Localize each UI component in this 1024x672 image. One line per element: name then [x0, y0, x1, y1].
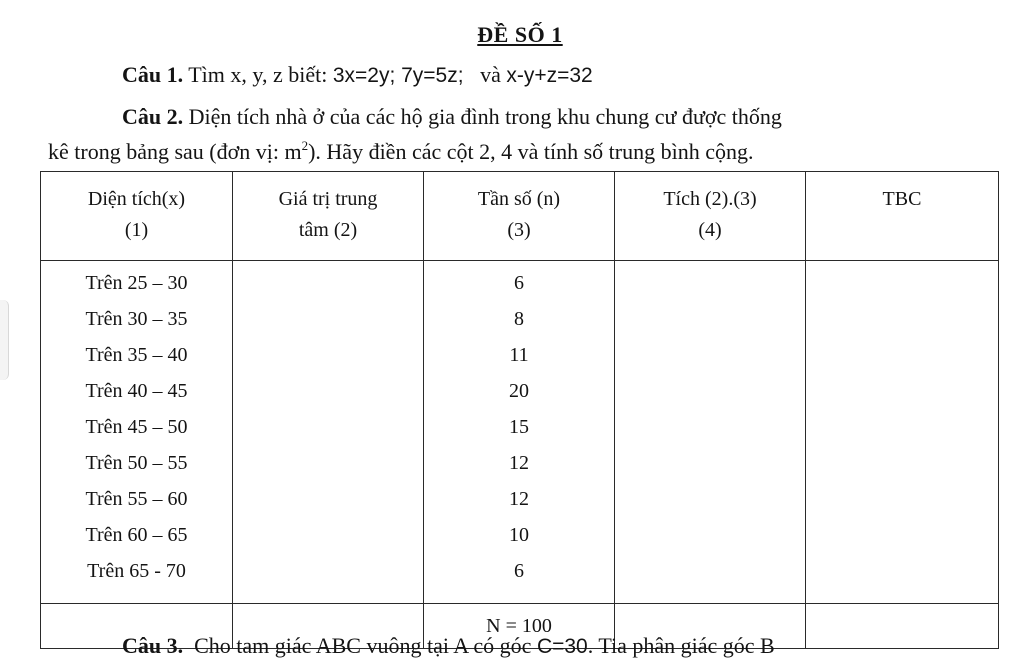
table-header-row — [41, 172, 999, 261]
table-row — [41, 445, 999, 481]
mean-cell — [806, 337, 999, 373]
column-header-1 — [41, 172, 233, 261]
range-cell: Trên 30 – 35 — [41, 301, 233, 337]
column-header-4-line-1: Tích (2).(3) — [663, 188, 757, 210]
mean-cell — [806, 445, 999, 481]
question-3-text: Cho tam giác ABC vuông tại A có góc — [183, 633, 537, 658]
column-header-2-line-2: tâm (2) — [298, 219, 358, 241]
mean-cell — [806, 553, 999, 604]
question-1-text: Tìm x, y, z biết: — [183, 62, 333, 87]
mean-cell — [806, 261, 999, 302]
frequency-cell: 6 — [424, 553, 615, 604]
unit-exponent: 2 — [301, 138, 309, 153]
table-row — [41, 481, 999, 517]
table-row — [41, 373, 999, 409]
mean-cell — [806, 481, 999, 517]
column-header-4 — [615, 172, 806, 261]
midpoint-cell — [233, 301, 424, 337]
column-header-2-line-1: Giá trị trung — [278, 188, 378, 210]
product-cell — [615, 517, 806, 553]
column-header-4-line-2: (4) — [698, 219, 722, 241]
page-title: ĐỀ SỐ 1 — [477, 22, 563, 47]
frequency-table — [40, 171, 999, 649]
midpoint-cell — [233, 337, 424, 373]
range-cell: Trên 50 – 55 — [41, 445, 233, 481]
question-2-label: Câu 2. — [122, 104, 184, 129]
column-header-2 — [233, 172, 424, 261]
table-row — [41, 517, 999, 553]
product-cell — [615, 409, 806, 445]
frequency-cell: 11 — [424, 337, 615, 373]
product-cell — [615, 337, 806, 373]
question-2-text-2a: kê trong bảng sau (đơn vị: m — [48, 139, 302, 164]
question-2-line-1 — [122, 104, 782, 130]
midpoint-cell — [233, 445, 424, 481]
table-row — [41, 261, 999, 302]
table-row — [41, 409, 999, 445]
range-cell: Trên 35 – 40 — [41, 337, 233, 373]
question-2-text-1: Diện tích nhà ở của các hộ gia đình trong khu chung cư được thống — [183, 104, 782, 129]
range-cell: Trên 25 – 30 — [41, 261, 233, 302]
frequency-cell: 10 — [424, 517, 615, 553]
table-row — [41, 301, 999, 337]
question-2-text-2b: ). Hãy điền các cột 2, 4 và tính số trung bình cộng. — [308, 139, 754, 164]
question-1-equations: 3x=2y; 7y=5z; — [332, 64, 464, 87]
question-1-sum-equation: x-y+z=32 — [506, 64, 593, 87]
product-cell — [615, 261, 806, 302]
column-header-1-line-1: Diện tích(x) — [87, 188, 186, 210]
midpoint-cell — [233, 409, 424, 445]
range-cell: Trên 40 – 45 — [41, 373, 233, 409]
midpoint-cell — [233, 261, 424, 302]
product-cell — [615, 301, 806, 337]
mean-cell — [806, 409, 999, 445]
range-cell: Trên 65 - 70 — [41, 553, 233, 604]
midpoint-cell — [233, 517, 424, 553]
product-cell — [615, 481, 806, 517]
product-cell — [615, 553, 806, 604]
frequency-cell: 20 — [424, 373, 615, 409]
table-row — [41, 553, 999, 604]
question-3-label: Câu 3. — [122, 633, 184, 658]
midpoint-cell — [233, 553, 424, 604]
table-row — [41, 337, 999, 373]
column-header-5-line-1: TBC — [882, 188, 922, 210]
column-header-1-line-2: (1) — [124, 219, 149, 241]
question-3-angle: C=30 — [536, 635, 588, 658]
frequency-cell: 12 — [424, 445, 615, 481]
column-header-5 — [806, 172, 999, 261]
frequency-cell: 12 — [424, 481, 615, 517]
frequency-cell: 6 — [424, 261, 615, 302]
frequency-cell: 15 — [424, 409, 615, 445]
mean-cell — [806, 517, 999, 553]
product-cell — [615, 445, 806, 481]
question-1-conjunction: và — [463, 62, 507, 87]
range-cell: Trên 55 – 60 — [41, 481, 233, 517]
column-header-3 — [424, 172, 615, 261]
question-1-label: Câu 1. — [122, 62, 184, 87]
total-cell-empty-5 — [806, 604, 999, 649]
question-3 — [122, 633, 775, 659]
midpoint-cell — [233, 373, 424, 409]
mean-cell — [806, 373, 999, 409]
column-header-3-line-1: Tần số (n) — [477, 188, 561, 210]
mean-cell — [806, 301, 999, 337]
page-edge — [0, 300, 9, 380]
question-1 — [122, 62, 593, 88]
range-cell: Trên 45 – 50 — [41, 409, 233, 445]
total-frequency: N = 100 — [424, 604, 615, 649]
column-header-3-line-2: (3) — [507, 219, 531, 241]
frequency-cell: 8 — [424, 301, 615, 337]
midpoint-cell — [233, 481, 424, 517]
range-cell: Trên 60 – 65 — [41, 517, 233, 553]
product-cell — [615, 373, 806, 409]
question-3-text-2: . Tia phân giác góc B — [587, 633, 775, 658]
question-2-line-2 — [48, 139, 754, 165]
